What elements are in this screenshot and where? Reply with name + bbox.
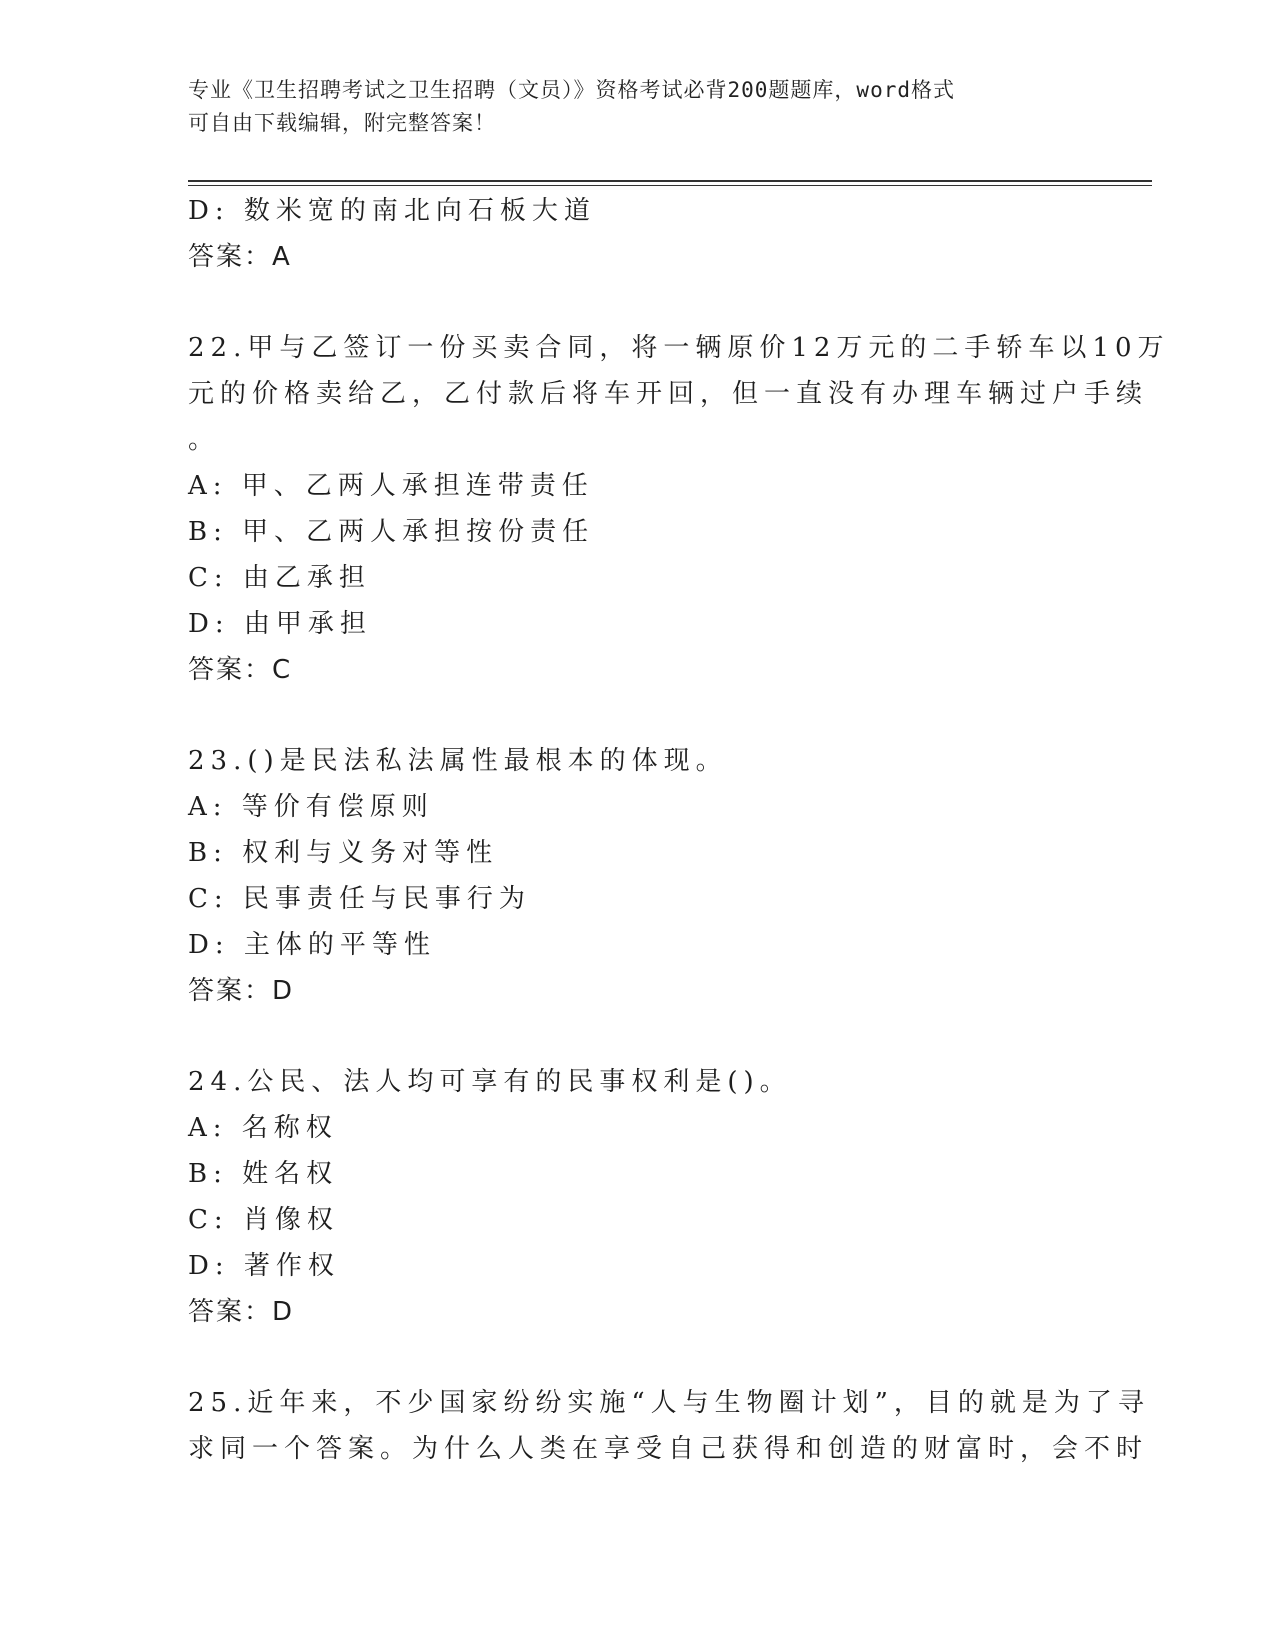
spacer [188, 1335, 1088, 1380]
option-c: C: 民事责任与民事行为 [188, 884, 531, 914]
option-d: D: 著作权 [188, 1251, 340, 1281]
option-d: D: 数米宽的南北向石板大道 [188, 196, 596, 226]
option-c: C: 肖像权 [188, 1205, 339, 1235]
option-b: B: 权利与义务对等性 [188, 838, 499, 868]
answer-line: 答案：C [188, 655, 293, 685]
answer-line: 答案：A [188, 242, 292, 272]
option-c: C: 由乙承担 [188, 563, 371, 593]
question-text-line: 。 [188, 425, 221, 455]
option-a: A: 等价有偿原则 [188, 792, 434, 822]
header-line-1: 专业《卫生招聘考试之卫生招聘（文员）》资格考试必背200题题库，word格式 [188, 78, 955, 102]
question-25 [188, 1380, 1150, 1472]
option-d: D: 主体的平等性 [188, 930, 436, 960]
question-text-line: 24.公民、法人均可享有的民事权利是()。 [188, 1067, 792, 1097]
question-text-line: 25.近年来，不少国家纷纷实施“人与生物圈计划”，目的就是为了寻 [188, 1388, 1150, 1418]
question-23 [188, 738, 1088, 1014]
spacer [188, 693, 1088, 738]
option-a: A: 甲、乙两人承担连带责任 [188, 471, 594, 501]
question-text-line: 求同一个答案。为什么人类在享受自己获得和创造的财富时，会不时 [188, 1434, 1149, 1464]
option-d: D: 由甲承担 [188, 609, 372, 639]
question-22 [188, 325, 1170, 693]
answer-line: 答案：D [188, 976, 295, 1006]
question-content [188, 188, 1170, 1472]
header-divider [188, 180, 1152, 186]
spacer [188, 1014, 1088, 1059]
option-b: B: 姓名权 [188, 1159, 339, 1189]
option-a: A: 名称权 [188, 1113, 338, 1143]
question-text-line: 23.()是民法私法属性最根本的体现。 [188, 746, 728, 776]
question-24 [188, 1059, 1088, 1335]
question-text-line: 元的价格卖给乙，乙付款后将车开回，但一直没有办理车辆过户手续 [188, 379, 1149, 409]
question-text-line: 22.甲与乙签订一份买卖合同，将一辆原价12万元的二手轿车以10万 [188, 333, 1170, 363]
option-b: B: 甲、乙两人承担按份责任 [188, 517, 595, 547]
answer-line: 答案：D [188, 1297, 295, 1327]
header-line-2: 可自由下载编辑，附完整答案！ [188, 111, 496, 135]
spacer [188, 280, 1088, 325]
document-header [188, 74, 1088, 140]
